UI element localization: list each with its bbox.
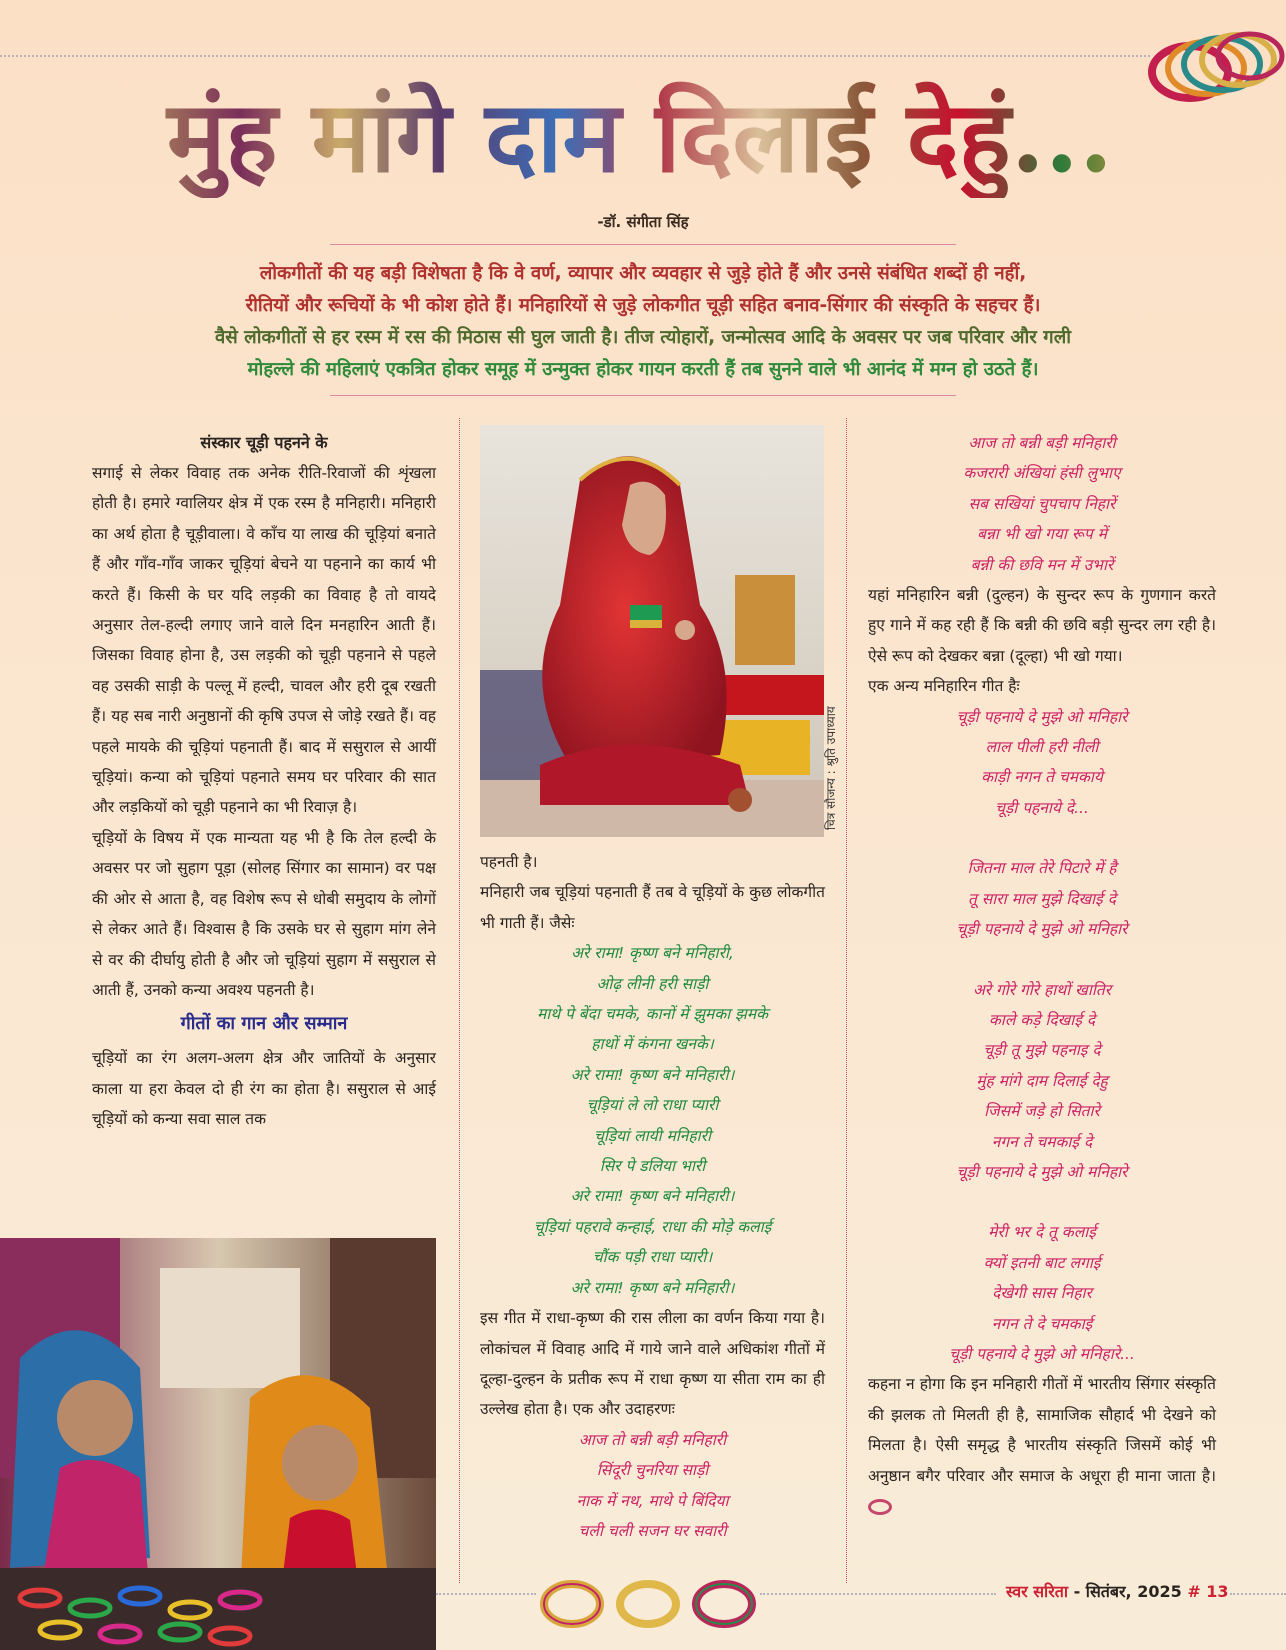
body-paragraph: एक अन्य मनिहारिन गीत हैः <box>868 677 1020 696</box>
body-paragraph <box>868 1369 1216 1521</box>
column-1 <box>92 428 436 1135</box>
stanza-gap <box>868 823 1216 853</box>
verse-line: नाक में नथ, माथे पे बिंदिया <box>576 1491 729 1510</box>
bangle-end-icon <box>868 1499 892 1515</box>
verse-line: मुंह मांगे दाम दिलाई देहु <box>976 1071 1108 1090</box>
verse-line: सब सखियां चुपचाप निहारें <box>968 494 1116 513</box>
verse-line: बन्नी की छवि मन में उभारें <box>970 555 1114 574</box>
closing-text: कहना न होगा कि इन मनिहारी गीतों में भारतीय सिंगार संस्कृति की झलक तो मिलती ही है, सामाजिक सौहार्द भी देखने को मिलता है। ऐसी समृद्ध है भारतीय संस्कृति जिसमें कोई भी अनुष्ठान बगैर परिवार और समाज के अधूरा ही माना जाता है। <box>868 1375 1216 1485</box>
verse-line: लाल पीली हरी नीली <box>985 738 1099 757</box>
bottom-dotted-rule <box>1230 1593 1286 1595</box>
folk-song-verse <box>868 428 1216 580</box>
page-number: # 13 <box>1187 1582 1229 1601</box>
section-subheading: गीतों का गान और सम्मान <box>180 1013 348 1035</box>
verse-line: चूड़ी पहनाये दे मुझे ओ मनिहारे... <box>949 1344 1135 1363</box>
body-paragraph: यहां मनिहारिन बन्नी (दुल्हन) के सुन्दर रूप के गुणगान करते हुए गाने में कह रही हैं कि बन्नी की छवि बड़ी सुन्दर लग रही है। ऐसे रूप को देखकर बन्ना (दूल्हा) भी खो गया। <box>868 586 1216 665</box>
folk-song-verse <box>480 938 825 1303</box>
bangle-market-photo <box>0 1238 436 1650</box>
verse-line: चूड़ियां पहरावे कन्हाई, राधा की मोड़े कलाई <box>533 1217 772 1236</box>
verse-line: अरे रामा! कृष्ण बने मनिहारी। <box>570 1278 735 1297</box>
body-paragraph: चूड़ियों के विषय में एक मान्यता यह भी है कि तेल हल्दी के अवसर पर जो सुहाग पूड़ा (सोलह सिंगार का सामान) वर पक्ष की ओर से आता है, वह विशेष रूप से धोबी समुदाय के लोगों से लेकर आते हैं। विश्वास है कि उसके घर से सुहाग मांग लेने से वर की दीर्घायु होती है और जो चूड़ियां सुहाग में ससुराल से आती हैं, उनको कन्या अवश्य पहनती है। <box>92 828 436 999</box>
verse-line: ओढ़ लीनी हरी साड़ी <box>596 974 709 993</box>
stanza-gap <box>868 945 1216 975</box>
column-2 <box>480 847 825 1546</box>
body-paragraph: सगाई से लेकर विवाह तक अनेक रीति-रिवाजों की शृंखला होती है। हमारे ग्वालियर क्षेत्र में एक रस्म है मनिहारी। मनिहारी का अर्थ होता है चूड़ीवाला। वे काँच या लाख की चूड़ियां बनाते हैं और गाँव-गाँव जाकर चूड़ियां बेचने या पहनाने का कार्य भी करते हैं। किसी के घर यदि लड़की का विवाह है तो वायदे अनुसार तेल-हल्दी लगाए जाने वाले दिन मनहारिन आती हैं। जिसका विवाह होना है, उस लड़की को चूड़ी पहनाने से पहले वह उसकी साड़ी के पल्लू में हल्दी, चावल और हरी दूब रखती हैं। यह सब नारी अनुष्ठानों की कृषि उपज से जोड़े रखते हैं। वह पहले मायके की चूड़ियां पहनाती हैं। बाद में ससुराल से आयीं चूड़ियां। कन्या को चूड़ियां पहनाते समय घर परिवार की सात और लड़कियों को चूड़ी पहनाने का भी रिवाज़ है। <box>92 464 436 817</box>
photo-credit: चित्र सौजन्य : श्रुति उपाध्याय <box>824 706 838 830</box>
intro-block <box>150 258 1136 386</box>
verse-line: चूड़ी पहनाये दे मुझे ओ मनिहारे <box>956 707 1128 726</box>
verse-line: नगन ते चमकाई दे <box>991 1132 1093 1151</box>
verse-line: क्यों इतनी बाट लगाई <box>983 1253 1101 1272</box>
bangles-decoration-icon <box>540 1576 760 1632</box>
verse-line: तू सारा माल मुझे दिखाई दे <box>968 889 1116 908</box>
intro-line: वैसे लोकगीतों से हर रस्म में रस की मिठास सी घुल जाती है। तीज त्योहारों, जन्मोत्सव आदि के अवसर पर जब परिवार और गली <box>214 327 1072 348</box>
bottom-dotted-rule <box>760 1593 996 1595</box>
body-paragraph: इस गीत में राधा-कृष्ण की रास लीला का वर्णन किया गया है। लोकांचल में विवाह आदि में गाये जाने वाले अधिकांश गीतों में दूल्हा-दुल्हन के प्रतीक रूप में राधा कृष्ण या सीता राम का ही उल्लेख होता है। एक और उदाहरणः <box>480 1309 825 1419</box>
verse-line: चली चली सजन घर सवारी <box>578 1521 727 1540</box>
issue-date: सितंबर, 2025 <box>1085 1582 1188 1601</box>
verse-line: जिसमें जड़े हो सितारे <box>984 1102 1100 1121</box>
page-footer <box>1006 1580 1229 1602</box>
verse-line: चूड़ी पहनाये दे... <box>995 798 1089 817</box>
column-3 <box>868 428 1216 1521</box>
verse-line: जितना माल तेरे पिटारे में है <box>967 859 1117 878</box>
verse-line: चूड़ी पहनाये दे मुझे ओ मनिहारे <box>956 1162 1128 1181</box>
verse-line: बन्ना भी खो गया रूप में <box>977 525 1107 544</box>
verse-line: देखेगी सास निहार <box>992 1284 1092 1303</box>
verse-line: सिर पे डलिया भारी <box>599 1157 706 1176</box>
page-title: मुंह मांगे दाम दिलाई देहुं... <box>140 78 1140 198</box>
top-dotted-rule <box>0 55 1150 57</box>
verse-line: माथे पे बेंदा चमके, कानों में झुमका झमके <box>536 1005 769 1024</box>
verse-line: काले कड़े दिखाई दे <box>988 1010 1096 1029</box>
verse-line: सिंदूरी चुनरिया साड़ी <box>596 1461 709 1480</box>
verse-line: हाथों में कंगना खनके। <box>591 1035 714 1054</box>
verse-line: मेरी भर दे तू कलाई <box>988 1223 1096 1242</box>
verse-line: चूड़ियां ले लो राधा प्यारी <box>586 1096 719 1115</box>
verse-line: काड़ी नगन ते चमकाये <box>981 768 1103 787</box>
verse-line: अरे रामा! कृष्ण बने मनिहारी, <box>571 944 734 963</box>
verse-line: आज तो बन्नी बड़ी मनिहारी <box>968 434 1116 452</box>
column-divider <box>846 418 847 1583</box>
author-byline: -डॉ. संगीता सिंह <box>597 213 689 231</box>
verse-line: नगन ते दे चमकाई <box>991 1314 1093 1333</box>
verse-line: कजरारी अंखियां हंसी लुभाए <box>963 464 1121 483</box>
body-paragraph: मनिहारी जब चूड़ियां पहनाती हैं तब वे चूड़ियों के कुछ लोकगीत भी गाती हैं। जैसेः <box>480 883 825 932</box>
stanza-gap <box>868 1187 1216 1217</box>
bottom-dotted-rule <box>436 1593 536 1595</box>
intro-line: मोहल्ले की महिलाएं एकत्रित होकर समूह में उन्मुक्त होकर गायन करती हैं तब सुनने वाले भी आनंद में मग्न हो उठते हैं। <box>247 359 1039 380</box>
magazine-name: स्वर सरिता <box>1006 1582 1069 1601</box>
verse-line: अरे रामा! कृष्ण बने मनिहारी। <box>570 1187 735 1206</box>
folk-song-verse <box>868 702 1216 1370</box>
section-heading: संस्कार चूड़ी पहनने के <box>200 433 328 452</box>
bangles-decoration-icon <box>1140 20 1286 112</box>
verse-line: चूड़ियां लायी मनिहारी <box>593 1126 712 1145</box>
body-paragraph: पहनती है। <box>480 853 538 871</box>
verse-line: आज तो बन्नी बड़ी मनिहारी <box>578 1430 727 1449</box>
verse-line: चूड़ी पहनाये दे मुझे ओ मनिहारे <box>956 920 1128 939</box>
footer-separator: - <box>1068 1582 1086 1601</box>
intro-line: लोकगीतों की यह बड़ी विशेषता है कि वे वर्ण, व्यापार और व्यवहार से जुड़े होते हैं और उनसे संबंधित शब्दों ही नहीं, <box>259 263 1027 284</box>
divider-line <box>330 244 956 245</box>
verse-line: चूड़ी तू मुझे पहनाइ दे <box>983 1041 1101 1060</box>
bride-photo <box>480 425 824 837</box>
body-paragraph: चूड़ियों का रंग अलग-अलग क्षेत्र और जातियों के अनुसार काला या हरा केवल दो ही रंग का होता है। ससुराल से आई चूड़ियों को कन्या सवा साल तक <box>92 1049 436 1129</box>
intro-line: रीतियों और रूचियों के भी कोश होते हैं। मनिहारियों से जुड़े लोकगीत चूड़ी सहित बनाव-सिंगार की संस्कृति के सहचर हैं। <box>245 295 1041 316</box>
folk-song-verse <box>480 1425 825 1547</box>
divider-line <box>330 395 956 396</box>
column-divider <box>459 418 460 1583</box>
verse-line: अरे गोरे गोरे हाथों खातिर <box>972 980 1112 999</box>
verse-line: चौंक पड़ी राधा प्यारी। <box>592 1248 713 1267</box>
verse-line: अरे रामा! कृष्ण बने मनिहारी। <box>570 1065 735 1084</box>
